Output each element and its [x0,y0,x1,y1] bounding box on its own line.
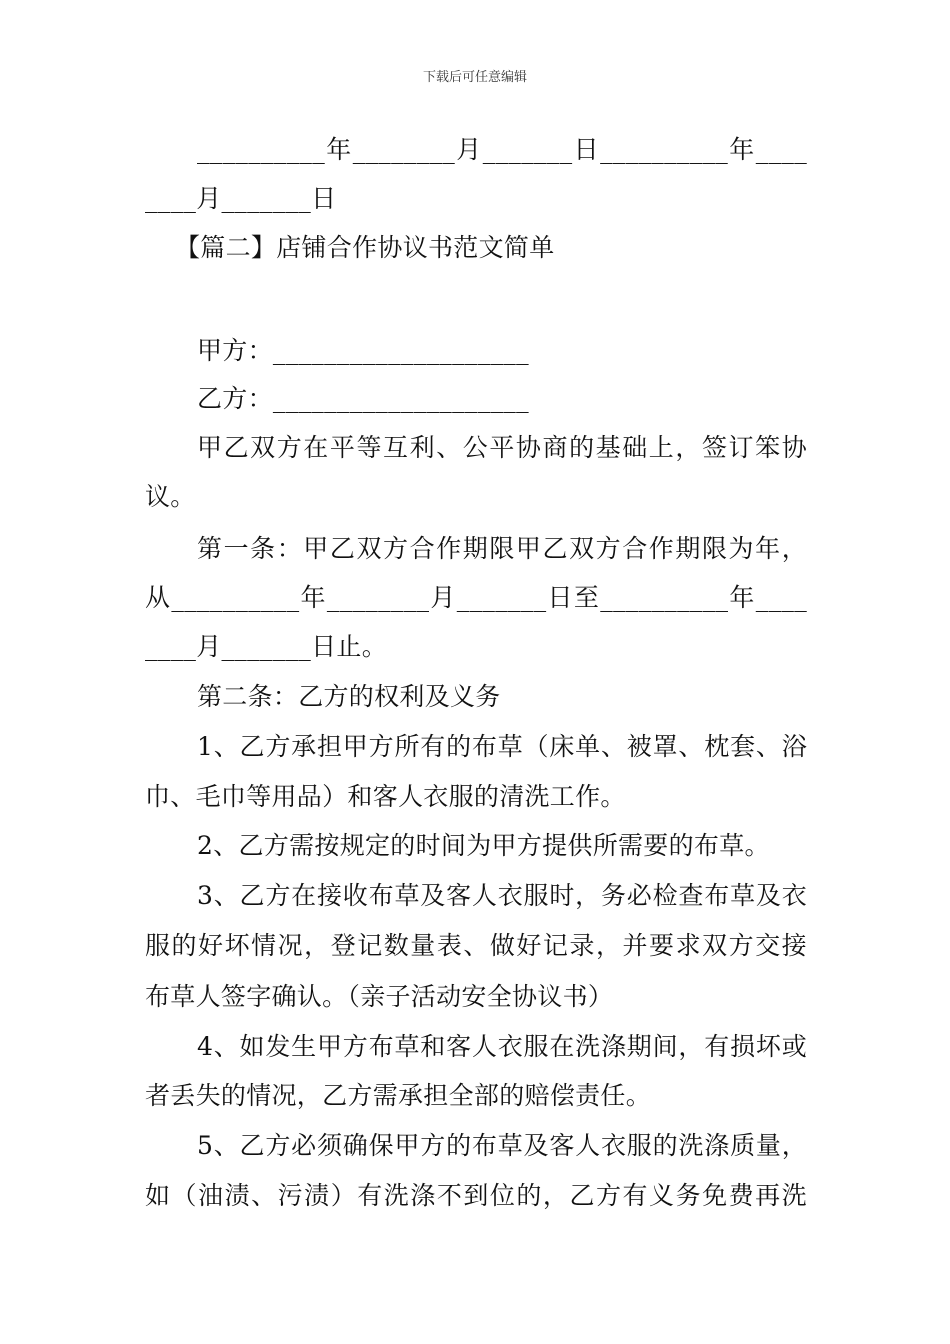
clause-line: 巾、毛巾等用品）和客人衣服的清洗工作。 [145,782,626,811]
party-a-line: 甲方：____________________ [197,336,529,365]
clause-line: 者丢失的情况，乙方需承担全部的赔偿责任。 [145,1081,652,1110]
article-two-heading: 第二条：乙方的权利及义务 [197,682,501,711]
date-line-2: ____月_______日 [145,184,337,213]
paragraph-line: 甲乙双方在平等互利、公平协商的基础上，签订笨协 [197,433,807,462]
clause-line: 3、乙方在接收布草及客人衣服时，务必检查布草及衣 [197,881,807,910]
clause-line: 服的好坏情况，登记数量表、做好记录，并要求双方交接 [145,931,807,960]
clause-line: 2、乙方需按规定的时间为甲方提供所需要的布草。 [197,831,770,860]
clause-line: 5、乙方必须确保甲方的布草及客人衣服的洗涤质量， [197,1131,807,1160]
date-line-1: __________年________月_______日__________年____ [197,135,807,164]
clause-line: 1、乙方承担甲方所有的布草（床单、被罩、枕套、浴 [197,732,807,761]
clause-line: 4、如发生甲方布草和客人衣服在洗涤期间，有损坏或 [197,1032,807,1061]
article-one-line: ____月_______日止。 [145,632,388,661]
page-header: 下载后可任意编辑 [422,70,527,85]
paragraph-line: 议。 [145,482,196,511]
clause-line: 如（油渍、污渍）有洗涤不到位的，乙方有义务免费再洗 [145,1181,807,1210]
party-b-line: 乙方：____________________ [197,384,529,413]
article-one-line: 第一条：甲乙双方合作期限甲乙双方合作期限为年， [197,534,807,563]
article-one-line: 从__________年________月_______日至__________年____ [145,583,807,612]
section-title: 【篇二】店铺合作协议书范文简单 [175,233,555,262]
clause-line: 布草人签字确认。（亲子活动安全协议书） [145,982,614,1011]
